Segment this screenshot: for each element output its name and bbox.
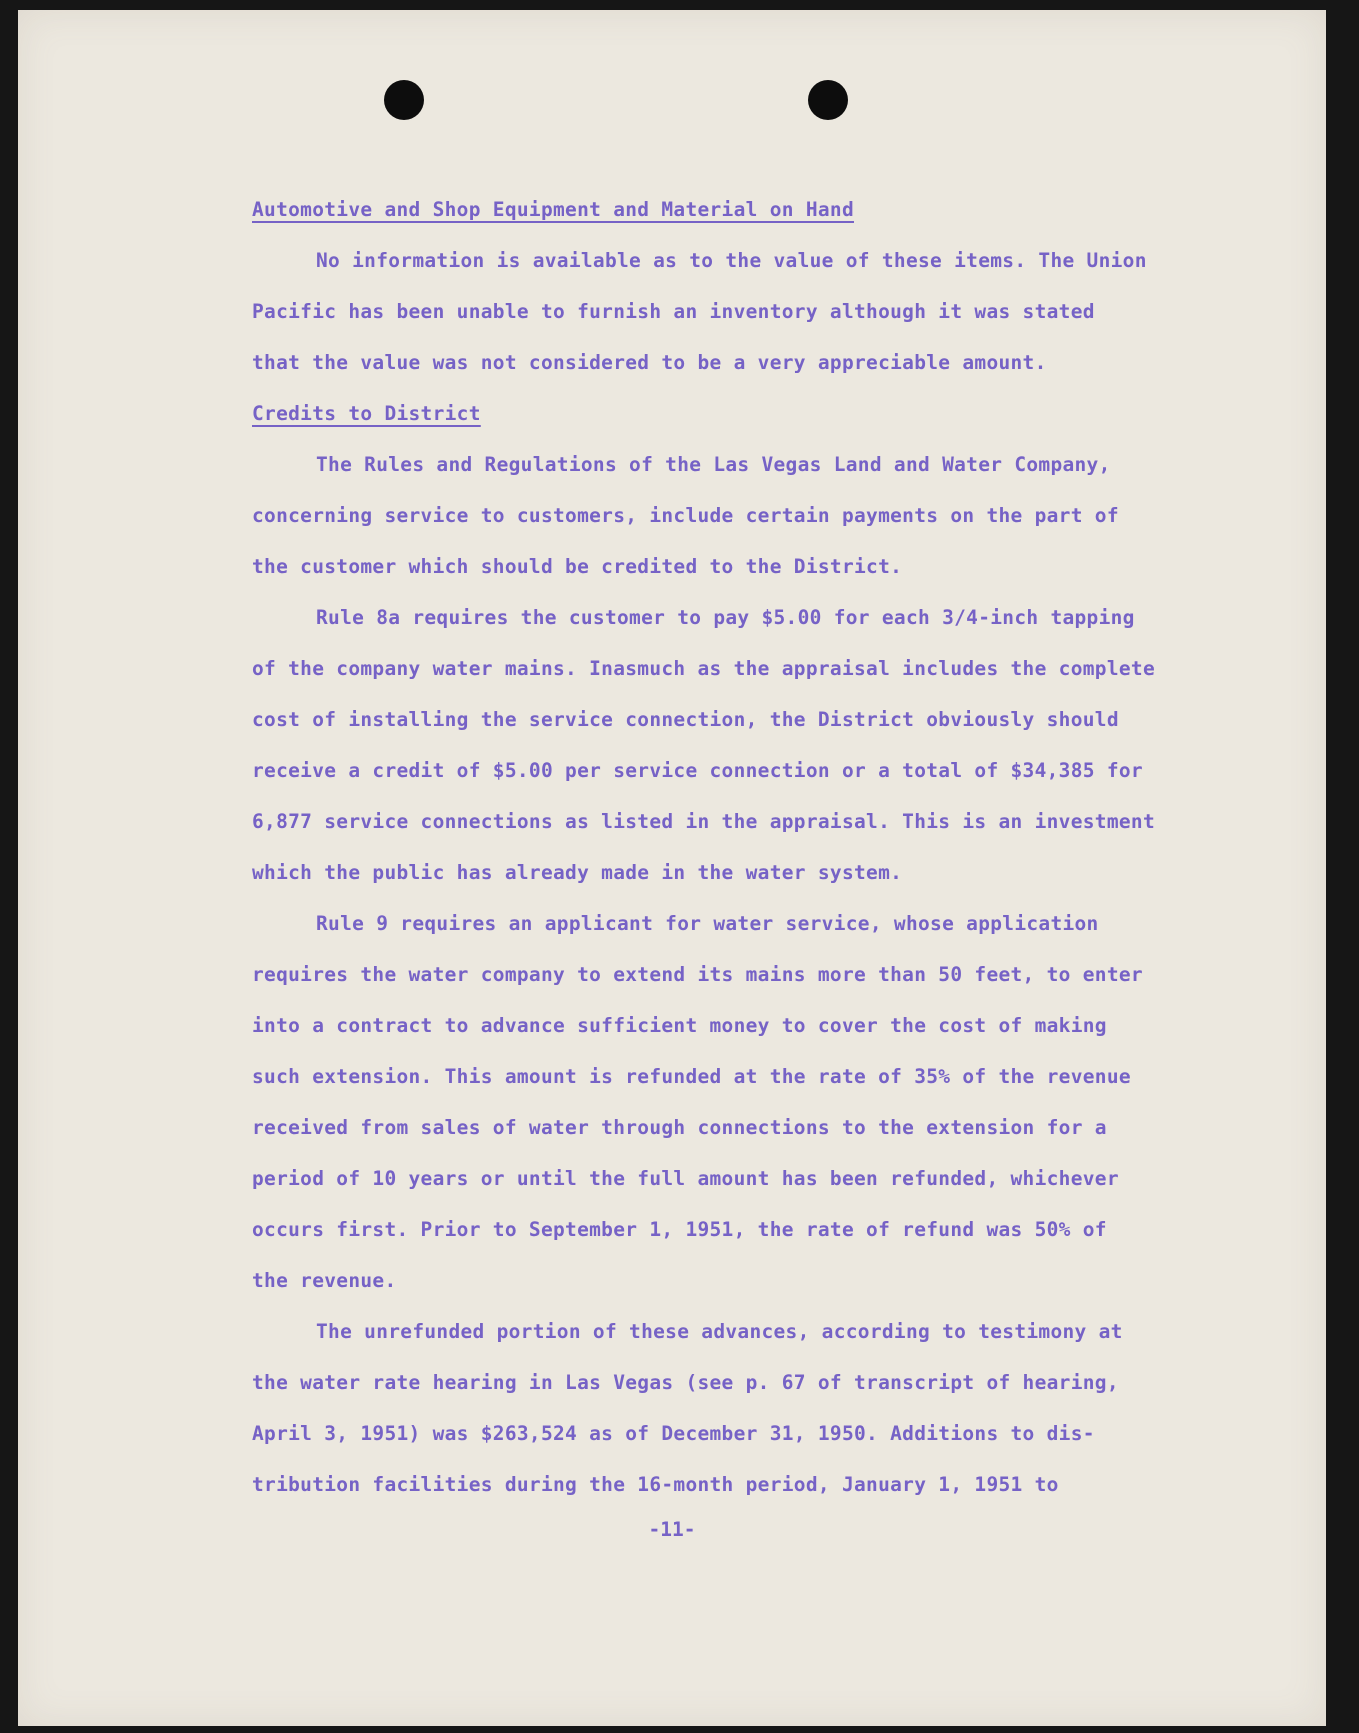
paragraph-rules (252, 439, 1242, 592)
paragraph-rule-8a (252, 592, 1242, 898)
text-line: period of 10 years or until the full amount has been refunded, whichever (252, 1167, 1119, 1190)
text-line: that the value was not considered to be a very appreciable amount. (252, 351, 1047, 374)
section-heading-equipment: Automotive and Shop Equipment and Material on Hand (252, 198, 854, 221)
text-line: Pacific has been unable to furnish an inventory although it was stated (252, 300, 1095, 323)
text-line: April 3, 1951) was $263,524 as of December 31, 1950. Additions to dis- (252, 1422, 1095, 1445)
text-line: requires the water company to extend its mains more than 50 feet, to enter (252, 963, 1143, 986)
section-heading-credits: Credits to District (252, 402, 481, 425)
document-page (18, 10, 1326, 1726)
text-line: the customer which should be credited to the District. (252, 555, 903, 578)
text-line: The unrefunded portion of these advances, according to testimony at (316, 1320, 1123, 1343)
paragraph-equipment (252, 235, 1242, 388)
page-number: -11- (648, 1518, 696, 1541)
text-line: occurs first. Prior to September 1, 1951, the rate of refund was 50% of (252, 1218, 1107, 1241)
text-line: the water rate hearing in Las Vegas (see p. 67 of transcript of hearing, (252, 1371, 1119, 1394)
document-body (252, 184, 1242, 1510)
text-line: the revenue. (252, 1269, 397, 1292)
text-line: received from sales of water through connections to the extension for a (252, 1116, 1107, 1139)
text-line: The Rules and Regulations of the Las Vegas Land and Water Company, (316, 453, 1111, 476)
text-line: No information is available as to the value of these items. The Union (316, 249, 1147, 272)
text-line: into a contract to advance sufficient money to cover the cost of making (252, 1014, 1107, 1037)
paragraph-rule-9 (252, 898, 1242, 1306)
text-line: receive a credit of $5.00 per service connection or a total of $34,385 for (252, 759, 1143, 782)
punch-hole-right (808, 80, 848, 120)
text-line: which the public has already made in the water system. (252, 861, 903, 884)
text-line: Rule 8a requires the customer to pay $5.00 for each 3/4-inch tapping (316, 606, 1135, 629)
text-line: concerning service to customers, include certain payments on the part of (252, 504, 1119, 527)
text-line: 6,877 service connections as listed in the appraisal. This is an investment (252, 810, 1155, 833)
text-line: cost of installing the service connection, the District obviously should (252, 708, 1119, 731)
punch-hole-left (384, 80, 424, 120)
text-line: such extension. This amount is refunded at the rate of 35% of the revenue (252, 1065, 1131, 1088)
text-line: tribution facilities during the 16-month period, January 1, 1951 to (252, 1473, 1059, 1496)
text-line: Rule 9 requires an applicant for water service, whose application (316, 912, 1099, 935)
text-line: of the company water mains. Inasmuch as the appraisal includes the complete (252, 657, 1155, 680)
paragraph-unrefunded (252, 1306, 1242, 1510)
